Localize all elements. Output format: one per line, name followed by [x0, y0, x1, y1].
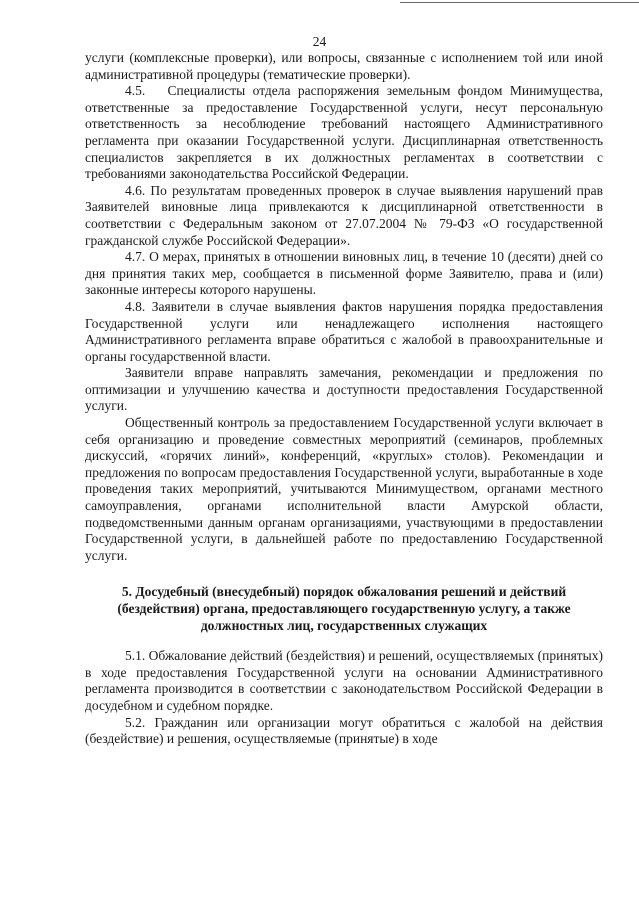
paragraph-4-6: 4.6. По результатам проведенных проверок в случае выявления нарушений прав Заявителей виновные лица привлекаются к дисциплинарной ответственности в соответствии с Федеральным законом от 27.07.2004 № 79-ФЗ «О государственной гражданской службе Российской Федерации».: [85, 182, 603, 248]
paragraph-5-1: 5.1. Обжалование действий (бездействия) и решений, осуществляемых (принятых) в ходе предоставления Государственной услуги на основании Административного регламента производится в соответствии с законодательством Российской Федерации в досудебном и судебном порядке.: [85, 648, 603, 713]
page-number: 24: [312, 34, 327, 49]
paragraph-4-8: 4.8. Заявители в случае выявления фактов нарушения порядка предоставления Государственной услуги или ненадлежащего исполнения настоящего Административного регламента вправе обратиться с жалобой в правоохранительные и органы государственной власти.: [85, 298, 603, 364]
section-spacer: [85, 564, 603, 584]
paragraph-5-2: 5.2. Гражданин или организации могут обратиться с жалобой на действия (бездействие) и решения, осуществляемые (принятые) в ходе: [85, 714, 603, 747]
paragraph-4-5: 4.5. Специалисты отдела распоряжения земельным фондом Минимущества, ответственные за предоставление Государственной услуги, несут персональную ответственность за несоблюдение требований настоящего Административного регламента при оказании Государственной услуги. Дисциплинарная ответственность специалистов закрепляется в их должностных регламентах в соответствии с требованиями законодательства Российской Федерации.: [85, 83, 603, 182]
paragraph-continuation: услуги (комплексные проверки), или вопросы, связанные с исполнением той или иной административной процедуры (тематические проверки).: [85, 50, 603, 82]
document-body: [85, 50, 603, 748]
paragraph-public-control: Общественный контроль за предоставлением Государственной услуги включает в себя организацию и проведение совместных мероприятий (семинаров, проблемных дискуссий, «горячих линий», конференций, «круглых» столов). Рекомендации и предложения по вопросам предоставления Государственной услуги, выработанные в ходе проведения таких мероприятий, учитываются Минимуществом, органами местного самоуправления, органами исполнительной власти Амурской области, подведомственными данным органам организациями, участвующими в предоставлении Государственной услуги, в дальнейшей работе по предоставлению Государственной услуги.: [85, 415, 603, 563]
top-border-line: [400, 2, 639, 3]
section-5-heading: 5. Досудебный (внесудебный) порядок обжалования решений и действий (бездействия) органа, предоставляющего государственную услугу, а также должностных лиц, государственных служащих: [117, 584, 571, 633]
paragraph-4-7: 4.7. О мерах, принятых в отношении виновных лиц, в течение 10 (десяти) дней со дня принятия таких мер, сообщается в письменной форме Заявителю, права и (или) законные интересы которого нарушены.: [85, 249, 603, 298]
heading-spacer: [85, 634, 603, 648]
paragraph-remarks: Заявители вправе направлять замечания, рекомендации и предложения по оптимизации и улучшению качества и доступности предоставления Государственной услуги.: [85, 365, 603, 414]
